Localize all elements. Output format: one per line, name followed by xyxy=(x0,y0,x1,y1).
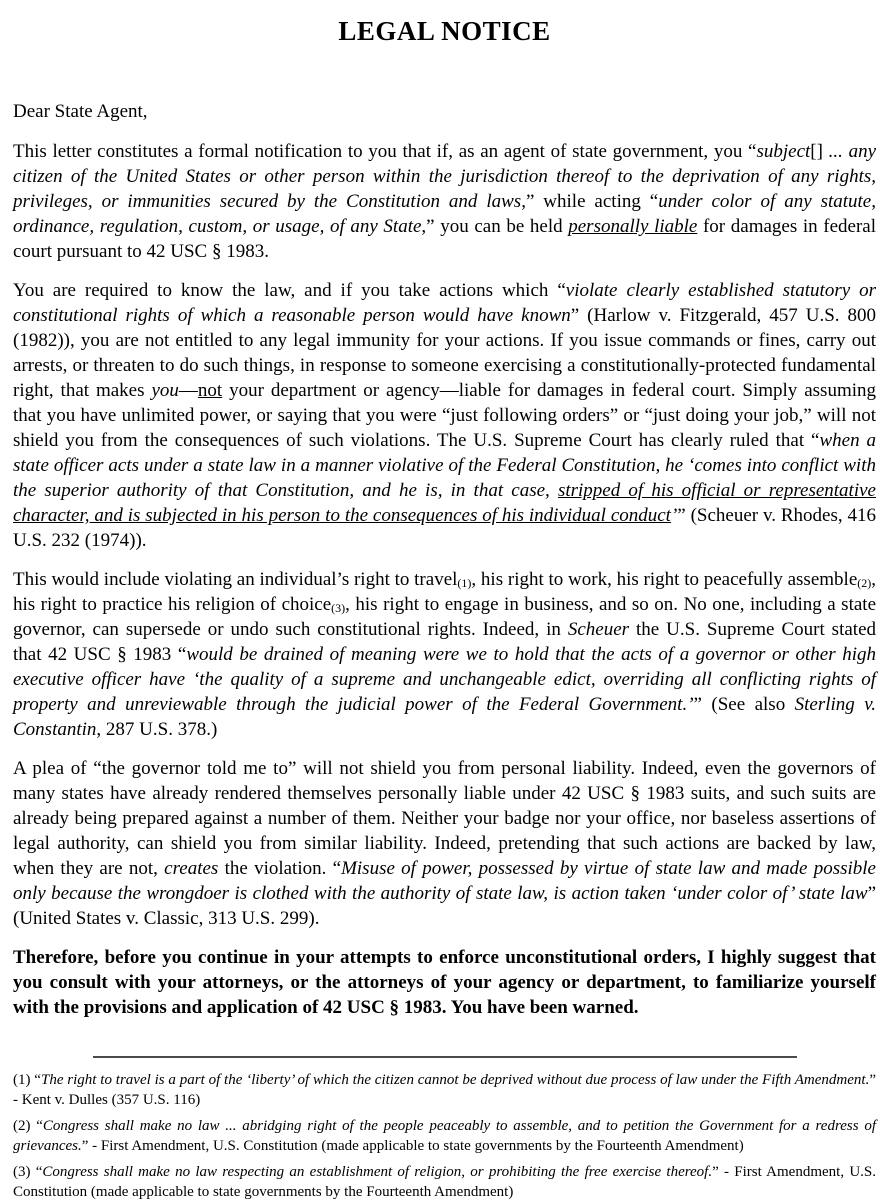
text-run: , his right to practice his religion of choice xyxy=(13,569,877,615)
paragraph-rights-examples xyxy=(13,567,876,742)
text-run: ” (Scheuer v. Rhodes, 416 U.S. 232 (1974)). xyxy=(13,505,876,551)
footnote-2 xyxy=(13,1116,876,1156)
text-run: (3) “ xyxy=(13,1164,43,1180)
text-run: stripped of his official or representative character, and is subjected in his person to the consequences of his individual conduct xyxy=(13,480,876,526)
text-run: ” (United States v. Classic, 313 U.S. 299). xyxy=(13,883,876,929)
text-run: Congress shall make no law ... abridging right of the people peaceably to assemble, and to petition the Government for a redress of grievances. xyxy=(13,1118,876,1154)
text-run: violate clearly established statutory or constitutional rights of which a reasonable person would have known xyxy=(13,280,877,326)
footnotes-section xyxy=(13,1070,876,1202)
text-run: the violation. “ xyxy=(218,858,342,879)
text-run: , 287 U.S. 378.) xyxy=(96,719,218,740)
text-run: — xyxy=(178,380,198,401)
footnote-separator-line xyxy=(93,1056,797,1058)
text-run: ,” while acting “ xyxy=(521,191,659,212)
text-run: A plea of “the governor told me to” will not shield you from personal liability. Indeed, even the governors of many states have already rendered themselves personally liable under 42 USC § 1983 suits, and such suits are already being prepared against a number of them. Neither your badge nor your office, nor baseless assertions of legal authority, can shield you from similar liability. Indeed, pretending that such actions are backed by law, when they are not, xyxy=(13,758,876,879)
document-title: LEGAL NOTICE xyxy=(338,16,551,46)
text-run: for damages in federal court pursuant to 42 USC § 1983. xyxy=(13,216,876,262)
footnote-1 xyxy=(13,1070,876,1110)
text-run: (2) xyxy=(857,576,872,590)
paragraph-plea-governor xyxy=(13,756,876,931)
text-run: under color of any statute, ordinance, regulation, custom, or usage, of any State xyxy=(13,191,876,237)
text-run: This letter constitutes a formal notification to you that if, as an agent of state government, you “ xyxy=(13,141,757,162)
text-run: Therefore, before you continue in your attempts to enforce unconstitutional orders, I highly suggest that you consult with your attorneys, or the attorneys of your agency or department, to familiarize yourself with the provisions and application of 42 USC § 1983. You have been warned. xyxy=(13,947,876,1018)
text-run: ” - Kent v. Dulles (357 U.S. 116) xyxy=(13,1072,876,1108)
text-run: , his right to work, his right to peacefully assemble xyxy=(471,569,858,590)
footnote-3 xyxy=(13,1162,876,1202)
text-run: not xyxy=(197,380,223,401)
text-run: ” - First Amendment, U.S. Constitution (made applicable to state governments by the Fourteenth Amendment) xyxy=(13,1164,876,1200)
text-run: you xyxy=(151,380,179,401)
paragraph-required-to-know-law xyxy=(13,278,876,553)
text-run: Congress shall make no law respecting an establishment of religion, or prohibiting the free exercise thereof. xyxy=(42,1164,713,1180)
text-run: (1) xyxy=(457,576,472,590)
text-run: This would include violating an individual’s right to travel xyxy=(13,569,458,590)
text-run: would be drained of meaning were we to hold that the acts of a governor or other high executive officer have ‘the quality of a supreme and unchangeable edict, overriding all conflicting rights of property and unreviewable through the judicial power of the Federal Government.’ xyxy=(13,644,876,715)
text-run: ’ xyxy=(670,505,678,526)
text-run: (1) “ xyxy=(13,1072,41,1088)
text-run: the U.S. Supreme Court stated that 42 USC § 1983 “ xyxy=(13,619,877,665)
text-run: Sterling v. Constantin xyxy=(13,694,876,740)
text-run: [] xyxy=(810,141,823,162)
text-run: (2) “ xyxy=(13,1118,43,1134)
text-run: when a state officer acts under a state law in a manner violative of the Federal Constitution, he ‘comes into conflict with the superior authority of that Constitution, and he is, in that case, xyxy=(13,430,877,501)
text-run: personally liable xyxy=(568,216,698,237)
text-run: Scheuer xyxy=(567,619,630,640)
text-run: You are required to know the law, and if you take actions which “ xyxy=(13,280,566,301)
text-run: ” (Harlow v. Fitzgerald, 457 U.S. 800 (1982)), you are not entitled to any legal immunity for your actions. If you issue commands or fines, carry out arrests, or threaten to do such things, in response to someone exercising a constitutionally-protected fundamental right, that makes xyxy=(13,305,877,401)
text-run: , his right to engage in business, and so on. No one, including a state governor, can supersede or undo such constitutional rights. Indeed, in xyxy=(13,594,876,640)
text-run: (3) xyxy=(331,601,346,615)
text-run: ” - First Amendment, U.S. Constitution (made applicable to state governments by the Fourteenth Amendment) xyxy=(81,1138,744,1154)
text-run: The right to travel is a part of the ‘liberty’ of which the citizen cannot be deprived without due process of law under the Fifth Amendment. xyxy=(40,1072,870,1088)
text-run: ... any citizen of the United States or other person within the jurisdiction thereof to the deprivation of any rights, privileges, or immunities secured by the Constitution and laws xyxy=(13,141,877,212)
text-run: ,” you can be held xyxy=(421,216,569,237)
text-run: your department or agency—liable for damages in federal court. Simply assuming that you have unlimited power, or saying that you were “just following orders” or “just doing your job,” will not shield you from the consequences of such violations. The U.S. Supreme Court has clearly ruled that “ xyxy=(13,380,877,451)
salutation: Dear State Agent, xyxy=(13,101,148,122)
text-run: ” (See also xyxy=(693,694,795,715)
text-run: creates xyxy=(164,858,219,879)
text-run: Misuse of power, possessed by virtue of state law and made possible only because the wrongdoer is clothed with the authority of state law, is action taken ‘under color of’ state law xyxy=(13,858,876,904)
text-run: subject xyxy=(756,141,811,162)
paragraph-warning xyxy=(13,945,876,1020)
paragraph-notification xyxy=(13,139,876,264)
